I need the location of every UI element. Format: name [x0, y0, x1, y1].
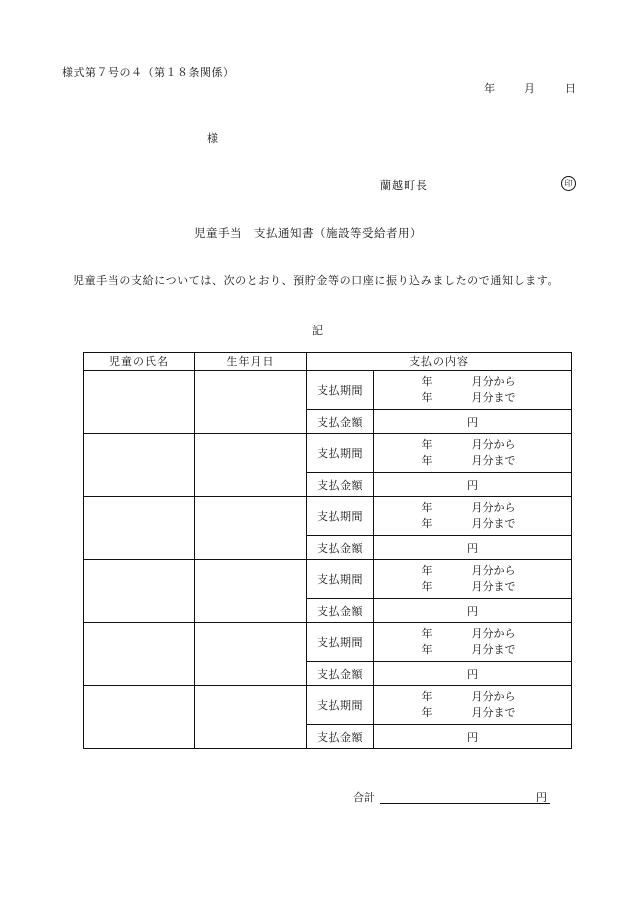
- to-label: 月分まで: [471, 706, 516, 719]
- table-row-period: [84, 686, 572, 725]
- amount-value-cell[interactable]: [374, 410, 572, 434]
- from-label: 月分から: [471, 690, 516, 703]
- amount-label: 支払金額: [307, 599, 374, 623]
- period-value-cell[interactable]: [374, 686, 572, 725]
- year-label: 年: [421, 706, 433, 719]
- amount-label: 支払金額: [307, 725, 374, 749]
- year-label: 年: [421, 438, 433, 451]
- notice-body: 児童手当の支給については、次のとおり、預貯金等の口座に振り込みましたので通知します。: [73, 274, 560, 287]
- form-number: 様式第７号の４（第１８条関係）: [62, 66, 235, 79]
- yen-label: 円: [467, 730, 478, 744]
- table-row-period: [84, 434, 572, 473]
- amount-label: 支払金額: [307, 473, 374, 497]
- birth-date-cell[interactable]: [195, 623, 307, 686]
- period-label: 支払期間: [307, 686, 374, 725]
- year-label: 年: [421, 391, 433, 404]
- child-name-cell[interactable]: [84, 434, 195, 497]
- year-label: 年: [421, 580, 433, 593]
- period-label: 支払期間: [307, 371, 374, 410]
- amount-label: 支払金額: [307, 410, 374, 434]
- ki-heading: 記: [312, 324, 323, 337]
- to-label: 月分まで: [471, 517, 516, 530]
- amount-value-cell[interactable]: [374, 725, 572, 749]
- period-value-cell[interactable]: [374, 560, 572, 599]
- yen-label: 円: [467, 541, 478, 555]
- period-value-cell[interactable]: [374, 497, 572, 536]
- birth-date-cell[interactable]: [195, 560, 307, 623]
- total-amount-field[interactable]: [380, 789, 550, 804]
- date-line: [484, 80, 576, 96]
- birth-date-cell[interactable]: [195, 497, 307, 560]
- yen-label: 円: [467, 667, 478, 681]
- from-label: 月分から: [471, 501, 516, 514]
- date-month-label: 月: [524, 82, 535, 95]
- date-year-label: 年: [484, 82, 495, 95]
- from-label: 月分から: [471, 564, 516, 577]
- from-label: 月分から: [471, 375, 516, 388]
- amount-label: 支払金額: [307, 536, 374, 560]
- yen-label: 円: [467, 415, 478, 429]
- year-label: 年: [421, 627, 433, 640]
- year-label: 年: [421, 501, 433, 514]
- amount-value-cell[interactable]: [374, 599, 572, 623]
- amount-label: 支払金額: [307, 662, 374, 686]
- total-label: 合計: [353, 791, 375, 804]
- total-unit: 円: [536, 791, 547, 804]
- header-payment-details: 支払の内容: [307, 353, 572, 371]
- header-child-name: 児童の氏名: [84, 353, 195, 371]
- to-label: 月分まで: [471, 391, 516, 404]
- table-row-period: [84, 497, 572, 536]
- year-label: 年: [421, 643, 433, 656]
- to-label: 月分まで: [471, 454, 516, 467]
- to-label: 月分まで: [471, 580, 516, 593]
- payment-table: [83, 352, 572, 749]
- child-name-cell[interactable]: [84, 497, 195, 560]
- period-value-cell[interactable]: [374, 623, 572, 662]
- year-label: 年: [421, 454, 433, 467]
- period-value-cell[interactable]: [374, 371, 572, 410]
- amount-value-cell[interactable]: [374, 662, 572, 686]
- document-title: 児童手当 支払通知書（施設等受給者用）: [194, 226, 422, 240]
- addressee-suffix: 様: [207, 132, 218, 145]
- to-label: 月分まで: [471, 643, 516, 656]
- table-row-period: [84, 560, 572, 599]
- amount-value-cell[interactable]: [374, 473, 572, 497]
- child-name-cell[interactable]: [84, 686, 195, 749]
- from-label: 月分から: [471, 438, 516, 451]
- child-name-cell[interactable]: [84, 560, 195, 623]
- seal-mark: 印: [561, 176, 576, 191]
- yen-label: 円: [467, 478, 478, 492]
- issuer-name: 蘭越町長: [380, 179, 428, 192]
- date-day-label: 日: [565, 82, 576, 95]
- period-label: 支払期間: [307, 434, 374, 473]
- year-label: 年: [421, 564, 433, 577]
- period-label: 支払期間: [307, 497, 374, 536]
- year-label: 年: [421, 517, 433, 530]
- period-value-cell[interactable]: [374, 434, 572, 473]
- period-label: 支払期間: [307, 623, 374, 662]
- from-label: 月分から: [471, 627, 516, 640]
- child-name-cell[interactable]: [84, 371, 195, 434]
- table-row-period: [84, 623, 572, 662]
- birth-date-cell[interactable]: [195, 686, 307, 749]
- child-name-cell[interactable]: [84, 623, 195, 686]
- period-label: 支払期間: [307, 560, 374, 599]
- year-label: 年: [421, 375, 433, 388]
- yen-label: 円: [467, 604, 478, 618]
- header-birth-date: 生年月日: [195, 353, 307, 371]
- table-header-row: [84, 353, 572, 371]
- birth-date-cell[interactable]: [195, 434, 307, 497]
- year-label: 年: [421, 690, 433, 703]
- amount-value-cell[interactable]: [374, 536, 572, 560]
- table-row-period: [84, 371, 572, 410]
- birth-date-cell[interactable]: [195, 371, 307, 434]
